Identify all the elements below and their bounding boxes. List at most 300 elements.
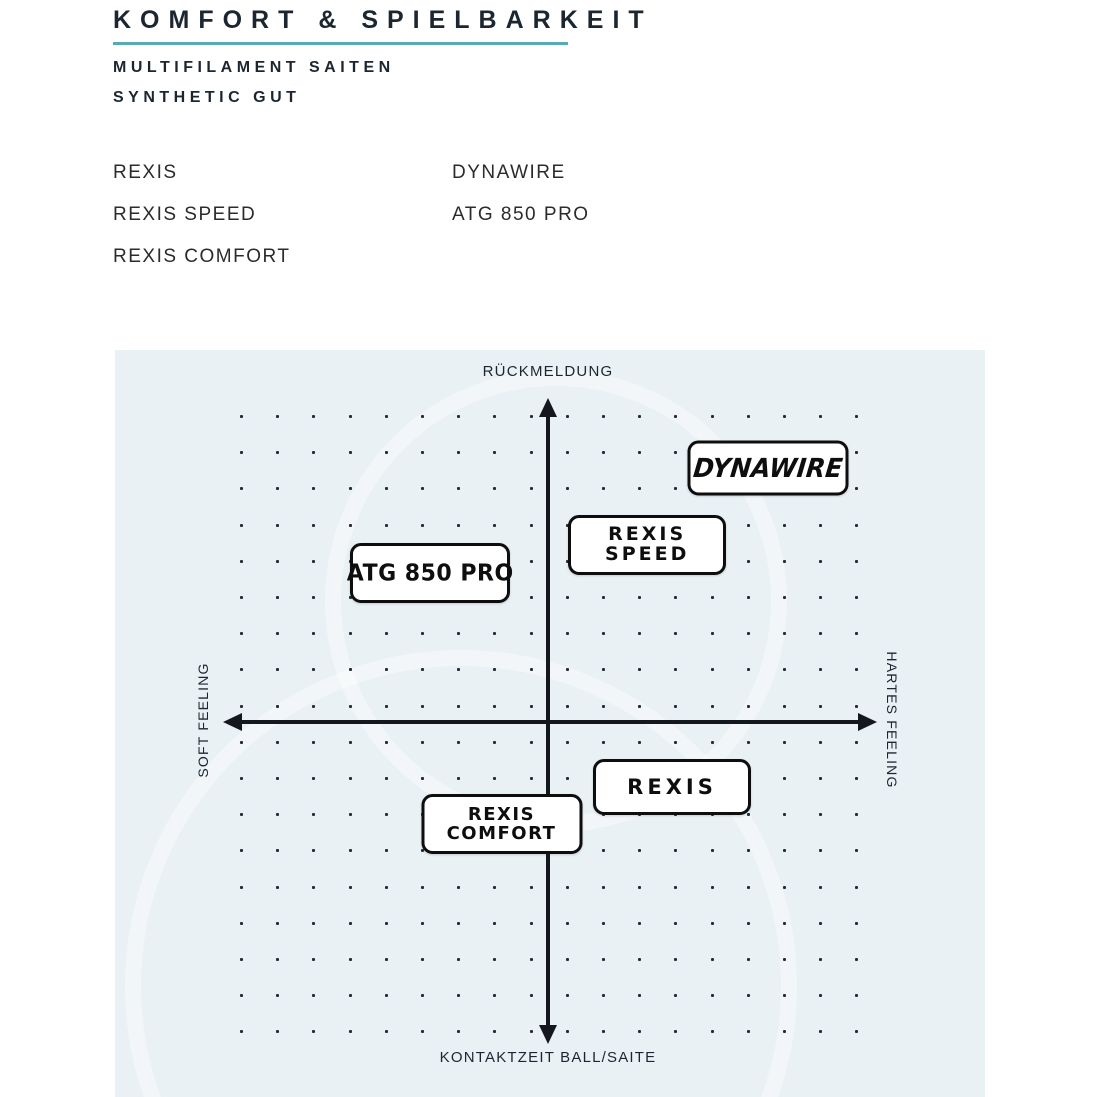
grid-dot (530, 596, 533, 599)
grid-dot (783, 705, 786, 708)
grid-dot (312, 415, 315, 418)
grid-dot (530, 487, 533, 490)
grid-dot (855, 994, 858, 997)
grid-dot (493, 632, 496, 635)
grid-dot (421, 994, 424, 997)
chart-label-atg-850-pro (346, 543, 514, 603)
grid-dot (602, 487, 605, 490)
grid-dot (638, 596, 641, 599)
grid-dot (855, 705, 858, 708)
grid-dot (240, 777, 243, 780)
grid-dot (602, 849, 605, 852)
grid-dot (674, 922, 677, 925)
grid-dot (240, 813, 243, 816)
grid-dot (385, 777, 388, 780)
grid-dot (457, 415, 460, 418)
grid-dot (855, 1030, 858, 1033)
grid-dot (240, 705, 243, 708)
grid-dot (276, 668, 279, 671)
grid-dot (276, 741, 279, 744)
grid-dot (530, 632, 533, 635)
grid-dot (240, 524, 243, 527)
grid-dot (747, 705, 750, 708)
grid-dot (312, 813, 315, 816)
grid-dot (421, 487, 424, 490)
grid-dot (674, 487, 677, 490)
chart-label-rexis-speed (568, 515, 726, 575)
product-rexis-comfort: REXIS COMFORT (113, 246, 291, 267)
grid-dot (349, 415, 352, 418)
grid-dot (276, 813, 279, 816)
grid-dot (385, 994, 388, 997)
grid-dot (783, 415, 786, 418)
grid-dot (711, 741, 714, 744)
grid-dot (602, 1030, 605, 1033)
grid-dot (566, 451, 569, 454)
grid-dot (493, 705, 496, 708)
grid-dot (493, 487, 496, 490)
grid-dot (855, 415, 858, 418)
grid-dot (855, 886, 858, 889)
grid-dot (240, 958, 243, 961)
chart-label-rexis (593, 759, 751, 815)
grid-dot (566, 777, 569, 780)
grid-dot (240, 487, 243, 490)
grid-dot (457, 741, 460, 744)
grid-dot (312, 777, 315, 780)
chart-label-text: REXIS (467, 803, 536, 825)
grid-dot (240, 596, 243, 599)
grid-dot (530, 668, 533, 671)
grid-dot (240, 560, 243, 563)
grid-dot (421, 886, 424, 889)
grid-dot (855, 487, 858, 490)
grid-dot (747, 1030, 750, 1033)
grid-dot (602, 596, 605, 599)
grid-dot (819, 1030, 822, 1033)
chart-label-dynawire (688, 440, 849, 495)
grid-dot (855, 668, 858, 671)
grid-dot (493, 1030, 496, 1033)
grid-dot (276, 994, 279, 997)
grid-dot (819, 922, 822, 925)
grid-dot (530, 777, 533, 780)
grid-dot (421, 415, 424, 418)
grid-dot (747, 741, 750, 744)
grid-dot (783, 524, 786, 527)
grid-dot (276, 849, 279, 852)
grid-dot (711, 958, 714, 961)
grid-dot (855, 524, 858, 527)
grid-dot (855, 560, 858, 563)
grid-dot (240, 849, 243, 852)
grid-dot (457, 524, 460, 527)
grid-dot (349, 777, 352, 780)
grid-dot (747, 958, 750, 961)
grid-dot (276, 487, 279, 490)
grid-dot (385, 958, 388, 961)
grid-dot (240, 632, 243, 635)
grid-dot (385, 886, 388, 889)
grid-dot (602, 994, 605, 997)
grid-dot (312, 922, 315, 925)
grid-dot (457, 1030, 460, 1033)
grid-dot (602, 886, 605, 889)
grid-dot (276, 777, 279, 780)
grid-dot (566, 632, 569, 635)
grid-dot (747, 415, 750, 418)
grid-dot (602, 741, 605, 744)
grid-dot (783, 813, 786, 816)
grid-dot (493, 668, 496, 671)
grid-dot (638, 451, 641, 454)
grid-dot (783, 958, 786, 961)
grid-dot (276, 451, 279, 454)
grid-dot (493, 741, 496, 744)
grid-dot (349, 886, 352, 889)
grid-dot (819, 994, 822, 997)
grid-dot (566, 487, 569, 490)
page-header (113, 6, 653, 107)
grid-dot (711, 632, 714, 635)
grid-dot (855, 958, 858, 961)
grid-dot (638, 705, 641, 708)
grid-dot (457, 777, 460, 780)
grid-dot (312, 1030, 315, 1033)
grid-dot (530, 994, 533, 997)
page-title: KOMFORT & SPIELBARKEIT (113, 6, 653, 34)
grid-dot (855, 922, 858, 925)
grid-dot (530, 741, 533, 744)
grid-dot (711, 705, 714, 708)
grid-dot (855, 632, 858, 635)
title-underline (113, 42, 568, 45)
product-rexis: REXIS (113, 162, 178, 183)
horizontal-axis-line (237, 720, 863, 724)
grid-dot (385, 705, 388, 708)
grid-dot (312, 487, 315, 490)
grid-dot (493, 777, 496, 780)
grid-dot (747, 994, 750, 997)
grid-dot (819, 524, 822, 527)
axis-arrow-right-icon (858, 713, 877, 731)
grid-dot (312, 849, 315, 852)
grid-dot (240, 994, 243, 997)
grid-dot (674, 886, 677, 889)
grid-dot (240, 668, 243, 671)
grid-dot (674, 741, 677, 744)
chart-label-text: REXIS (627, 775, 717, 800)
grid-dot (349, 632, 352, 635)
chart-panel (115, 350, 985, 1097)
grid-dot (457, 886, 460, 889)
grid-dot (457, 922, 460, 925)
grid-dot (638, 415, 641, 418)
grid-dot (674, 451, 677, 454)
grid-dot (457, 632, 460, 635)
grid-dot (457, 487, 460, 490)
grid-dot (747, 922, 750, 925)
grid-dot (602, 632, 605, 635)
grid-dot (566, 958, 569, 961)
grid-dot (385, 415, 388, 418)
grid-dot (349, 994, 352, 997)
grid-dot (711, 849, 714, 852)
grid-dot (457, 668, 460, 671)
grid-dot (855, 849, 858, 852)
grid-dot (457, 958, 460, 961)
grid-dot (566, 705, 569, 708)
grid-dot (783, 849, 786, 852)
grid-dot (747, 813, 750, 816)
grid-dot (385, 524, 388, 527)
grid-dot (819, 632, 822, 635)
grid-dot (349, 922, 352, 925)
grid-dot (530, 886, 533, 889)
subtitle-synthetic-gut: SYNTHETIC GUT (113, 89, 301, 106)
grid-dot (240, 451, 243, 454)
grid-dot (349, 741, 352, 744)
grid-dot (602, 958, 605, 961)
grid-dot (530, 451, 533, 454)
grid-dot (855, 596, 858, 599)
grid-dot (783, 777, 786, 780)
grid-dot (783, 1030, 786, 1033)
grid-dot (711, 1030, 714, 1033)
grid-dot (711, 886, 714, 889)
grid-dot (240, 922, 243, 925)
grid-dot (349, 487, 352, 490)
grid-dot (638, 741, 641, 744)
axis-arrow-down-icon (539, 1025, 557, 1044)
grid-dot (421, 524, 424, 527)
grid-dot (312, 741, 315, 744)
grid-dot (493, 922, 496, 925)
grid-dot (312, 994, 315, 997)
grid-dot (530, 415, 533, 418)
grid-dot (783, 886, 786, 889)
grid-dot (747, 849, 750, 852)
grid-dot (566, 994, 569, 997)
grid-dot (602, 668, 605, 671)
axis-label-soft-feeling: SOFT FEELING (195, 662, 211, 778)
grid-dot (855, 741, 858, 744)
grid-dot (855, 777, 858, 780)
grid-dot (421, 668, 424, 671)
axis-label-kontaktzeit: KONTAKTZEIT BALL/SAITE (439, 1049, 657, 1066)
grid-dot (421, 741, 424, 744)
grid-dot (747, 560, 750, 563)
chart-label-text: COMFORT (446, 823, 557, 845)
grid-dot (819, 849, 822, 852)
grid-dot (312, 596, 315, 599)
grid-dot (602, 705, 605, 708)
chart-label-text: DYNAWIRE (691, 452, 845, 484)
grid-dot (674, 705, 677, 708)
grid-dot (385, 741, 388, 744)
grid-dot (349, 451, 352, 454)
product-dynawire: DYNAWIRE (452, 162, 566, 183)
grid-dot (747, 524, 750, 527)
grid-dot (276, 632, 279, 635)
grid-dot (530, 524, 533, 527)
grid-dot (493, 451, 496, 454)
grid-dot (674, 668, 677, 671)
grid-dot (638, 668, 641, 671)
chart-label-text: ATG 850 PRO (346, 560, 514, 587)
grid-dot (457, 994, 460, 997)
grid-dot (240, 741, 243, 744)
grid-dot (530, 922, 533, 925)
grid-dot (855, 451, 858, 454)
grid-dot (493, 524, 496, 527)
grid-dot (566, 922, 569, 925)
grid-dot (312, 524, 315, 527)
chart-label-rexis-comfort (421, 794, 582, 854)
grid-dot (385, 922, 388, 925)
grid-dot (276, 560, 279, 563)
grid-dot (638, 849, 641, 852)
grid-dot (638, 994, 641, 997)
grid-dot (312, 886, 315, 889)
grid-dot (421, 705, 424, 708)
axis-label-hartes-feeling: HARTES FEELING (884, 651, 900, 789)
grid-dot (240, 1030, 243, 1033)
grid-dot (783, 632, 786, 635)
grid-dot (312, 668, 315, 671)
grid-dot (711, 596, 714, 599)
grid-dot (819, 705, 822, 708)
grid-dot (276, 415, 279, 418)
grid-dot (349, 668, 352, 671)
chart-label-text: SPEED (605, 543, 690, 566)
grid-dot (674, 958, 677, 961)
grid-dot (783, 596, 786, 599)
grid-dot (276, 1030, 279, 1033)
grid-dot (566, 596, 569, 599)
grid-dot (276, 886, 279, 889)
grid-dot (566, 415, 569, 418)
grid-dot (493, 958, 496, 961)
grid-dot (711, 668, 714, 671)
grid-dot (421, 777, 424, 780)
grid-dot (783, 668, 786, 671)
subtitle-multifilament: MULTIFILAMENT SAITEN (113, 59, 395, 76)
grid-dot (711, 994, 714, 997)
grid-dot (276, 524, 279, 527)
grid-dot (602, 451, 605, 454)
grid-dot (385, 487, 388, 490)
grid-dot (493, 994, 496, 997)
grid-dot (819, 415, 822, 418)
grid-dot (819, 958, 822, 961)
axis-arrow-up-icon (539, 398, 557, 417)
grid-dot (674, 632, 677, 635)
grid-dot (638, 632, 641, 635)
grid-dot (819, 668, 822, 671)
grid-dot (421, 958, 424, 961)
grid-dot (385, 451, 388, 454)
grid-dot (566, 1030, 569, 1033)
grid-dot (711, 922, 714, 925)
grid-dot (312, 705, 315, 708)
grid-dot (674, 849, 677, 852)
grid-dot (530, 1030, 533, 1033)
grid-dot (530, 958, 533, 961)
grid-dot (385, 632, 388, 635)
grid-dot (747, 596, 750, 599)
axis-arrow-left-icon (223, 713, 242, 731)
product-column-left (113, 161, 291, 287)
grid-dot (711, 415, 714, 418)
grid-dot (457, 705, 460, 708)
grid-dot (493, 415, 496, 418)
grid-dot (638, 958, 641, 961)
grid-dot (349, 958, 352, 961)
grid-dot (457, 451, 460, 454)
grid-dot (421, 451, 424, 454)
grid-dot (276, 922, 279, 925)
product-atg-850-pro: ATG 850 PRO (452, 204, 590, 225)
grid-dot (240, 886, 243, 889)
grid-dot (385, 1030, 388, 1033)
grid-dot (638, 487, 641, 490)
grid-dot (530, 560, 533, 563)
grid-dot (674, 596, 677, 599)
grid-dot (674, 1030, 677, 1033)
grid-dot (674, 415, 677, 418)
grid-dot (276, 596, 279, 599)
grid-dot (421, 632, 424, 635)
grid-dot (385, 849, 388, 852)
grid-dot (566, 886, 569, 889)
grid-dot (602, 415, 605, 418)
grid-dot (783, 560, 786, 563)
axis-label-rueckmeldung: RÜCKMELDUNG (482, 363, 614, 380)
grid-dot (385, 813, 388, 816)
grid-dot (493, 886, 496, 889)
grid-dot (566, 668, 569, 671)
grid-dot (312, 560, 315, 563)
grid-dot (349, 849, 352, 852)
grid-dot (421, 1030, 424, 1033)
grid-dot (855, 813, 858, 816)
grid-dot (421, 922, 424, 925)
grid-dot (566, 741, 569, 744)
grid-dot (312, 958, 315, 961)
product-column-right (452, 161, 590, 245)
grid-dot (349, 1030, 352, 1033)
grid-dot (602, 922, 605, 925)
grid-dot (638, 922, 641, 925)
grid-dot (747, 886, 750, 889)
grid-dot (276, 958, 279, 961)
grid-dot (747, 668, 750, 671)
grid-dot (349, 524, 352, 527)
grid-dot (674, 994, 677, 997)
grid-dot (819, 813, 822, 816)
grid-dot (819, 560, 822, 563)
grid-dot (385, 668, 388, 671)
grid-dot (783, 922, 786, 925)
grid-dot (240, 415, 243, 418)
grid-dot (276, 705, 279, 708)
grid-dot (819, 777, 822, 780)
grid-dot (783, 741, 786, 744)
grid-dot (747, 632, 750, 635)
grid-dot (638, 886, 641, 889)
grid-dot (638, 1030, 641, 1033)
